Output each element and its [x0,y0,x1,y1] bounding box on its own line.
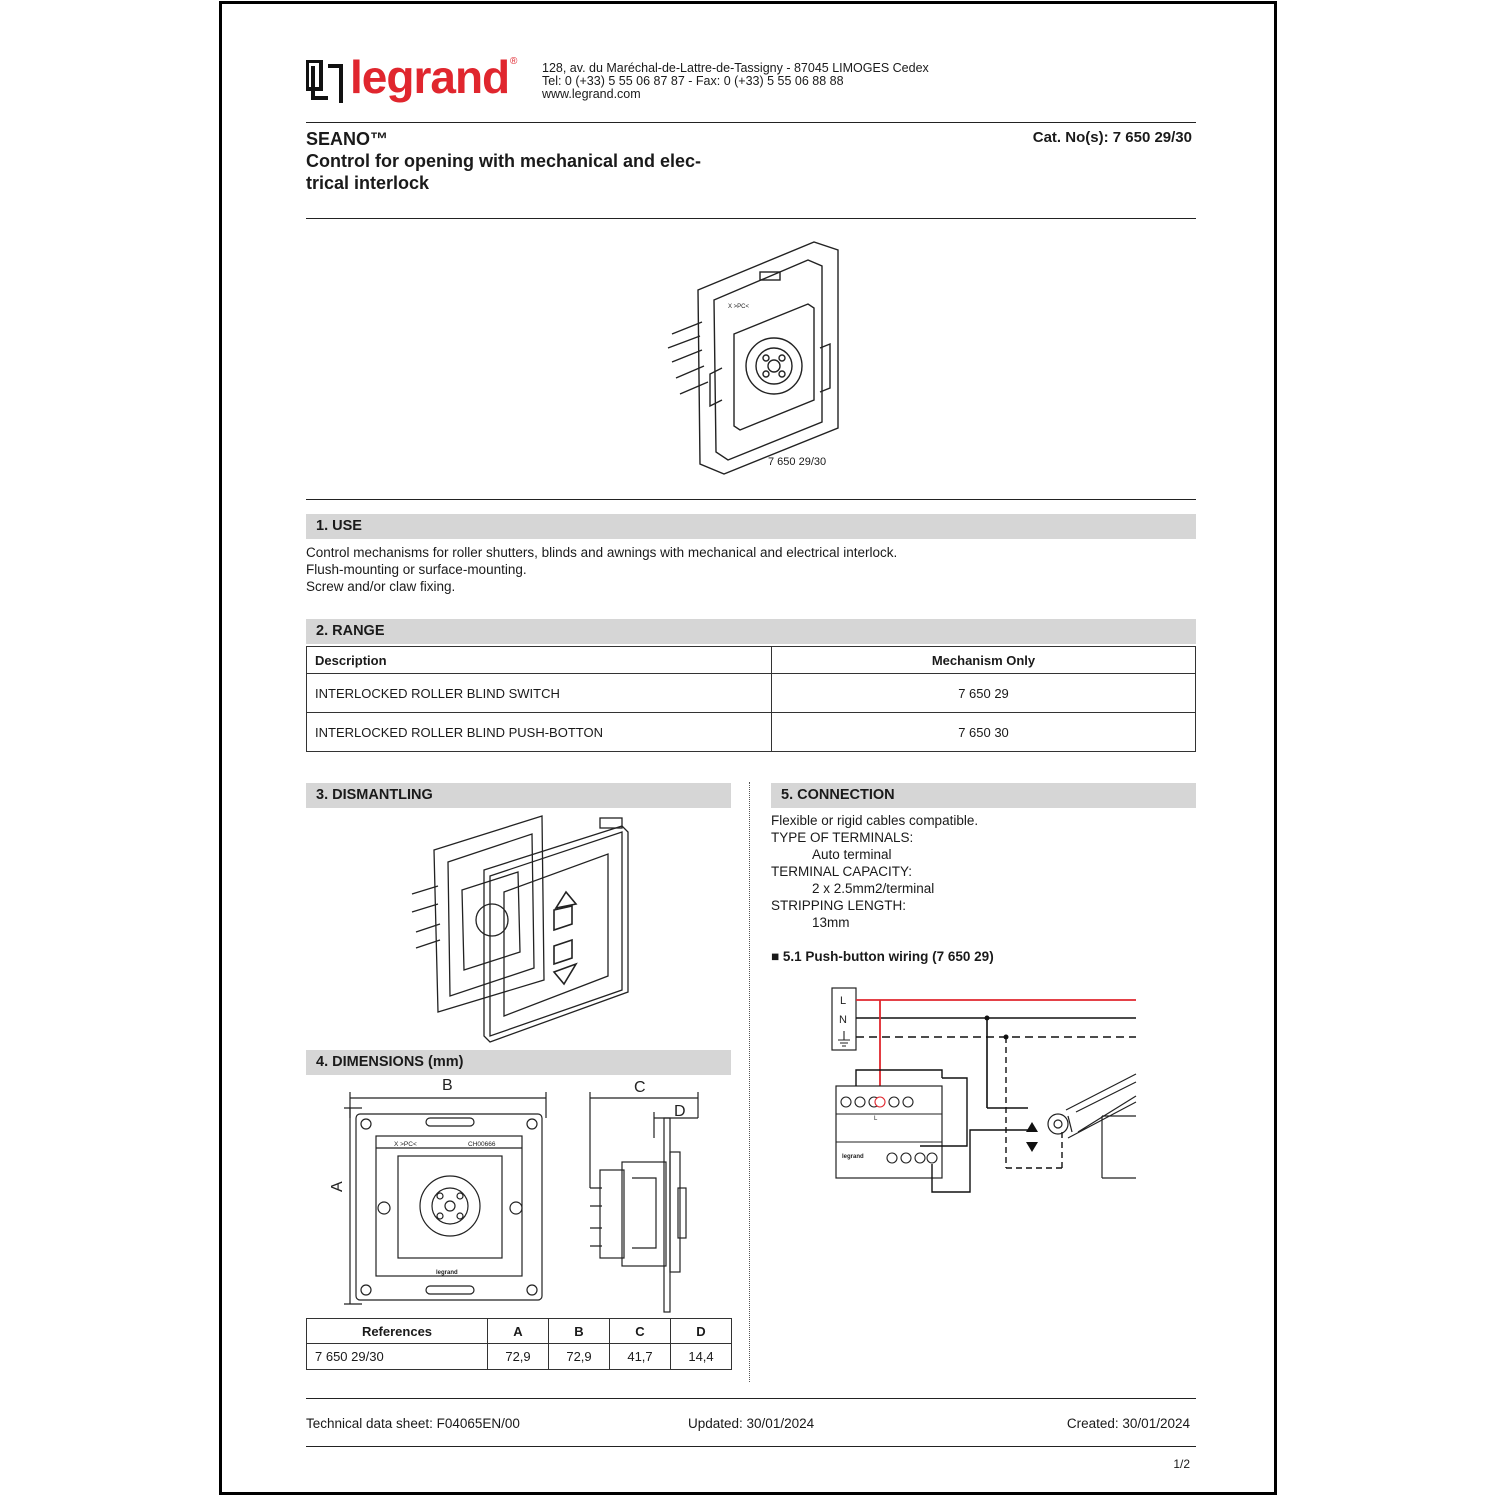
dimension-label-b: B [442,1078,453,1094]
section-heading-range: 2. RANGE [306,619,1196,644]
section-heading-connection: 5. CONNECTION [771,783,1196,808]
dismantling-drawing [408,812,634,1048]
earth-icon [838,1031,850,1046]
catalog-number: Cat. No(s): 7 650 29/30 [1032,129,1192,146]
table-row: 7 650 29/30 72,9 72,9 41,7 14,4 [307,1344,732,1370]
product-image-caption: 7 650 29/30 [768,456,827,468]
table-row: INTERLOCKED ROLLER BLIND SWITCH 7 650 29 [307,674,1196,713]
svg-text:L: L [874,1116,878,1122]
legrand-mark-icon [306,60,344,104]
use-text: Control mechanisms for roller shutters, blinds and awnings with mechanical and electrical interlock. Flush-mounting or surface-mounting. Screw and/or claw fixing. [306,545,898,594]
table-header-row: Description Mechanism Only [307,647,1196,674]
arrow-down-icon [1026,1142,1038,1152]
dimension-label-c: C [634,1079,646,1096]
table-header-row: References A B C D [307,1319,732,1344]
svg-text:legrand: legrand [436,1270,458,1276]
dimension-label-a: A [329,1181,346,1192]
wiring-subheading: ■ 5.1 Push-button wiring (7 650 29) [771,949,994,964]
arrow-up-icon [1026,1122,1038,1132]
svg-text:legrand: legrand [842,1154,864,1160]
wiring-diagram [822,982,1142,1202]
company-address: 128, av. du Maréchal-de-Lattre-de-Tassigny - 87045 LIMOGES Cedex Tel: 0 (+33) 5 55 06 87 87 - Fax: 0 (+33) 5 55 06 88 88 www.legrand.com [542,61,929,101]
product-title: Control for opening with mechanical and elec- trical interlock [306,151,702,193]
dimension-drawing-side [582,1078,712,1314]
registered-mark-icon: ® [510,56,518,67]
footer-updated: Updated: 30/01/2024 [688,1416,815,1431]
table-row: INTERLOCKED ROLLER BLIND PUSH-BOTTON 7 650 30 [307,713,1196,752]
page-number: 1/2 [1173,1457,1190,1471]
footer-created: Created: 30/01/2024 [1066,1416,1190,1431]
data-sheet-page [219,1,1277,1495]
product-name: SEANO™ [306,129,389,149]
company-website: www.legrand.com [542,87,641,101]
svg-text:CH00666: CH00666 [468,1141,496,1148]
section-heading-use: 1. USE [306,514,1196,539]
svg-text:L: L [840,995,847,1007]
svg-text:X >PC<: X >PC< [728,304,750,310]
column-divider [749,782,750,1382]
dimensions-table [306,1318,732,1370]
product-image [662,238,842,476]
range-table [306,646,1196,752]
footer-sheet-id: Technical data sheet: F04065EN/00 [306,1416,520,1431]
svg-text:X >PC<: X >PC< [394,1141,417,1148]
motor-tube [1048,1074,1136,1178]
dimension-label-d: D [674,1103,686,1120]
product-title-block [306,128,701,194]
brand-logo [306,51,526,114]
brand-wordmark: legrand [350,51,510,103]
dimension-drawing-front [322,1078,557,1314]
section-heading-dimensions: 4. DIMENSIONS (mm) [306,1050,731,1075]
svg-text:N: N [839,1014,847,1026]
connection-text: Flexible or rigid cables compatible. TYPE OF TERMINALS: Auto terminal TERMINAL CAPACITY: 2 x 2.5mm2/terminal STRIPPING LENGTH: 13mm [771,813,979,930]
section-heading-dismantling: 3. DISMANTLING [306,783,731,808]
